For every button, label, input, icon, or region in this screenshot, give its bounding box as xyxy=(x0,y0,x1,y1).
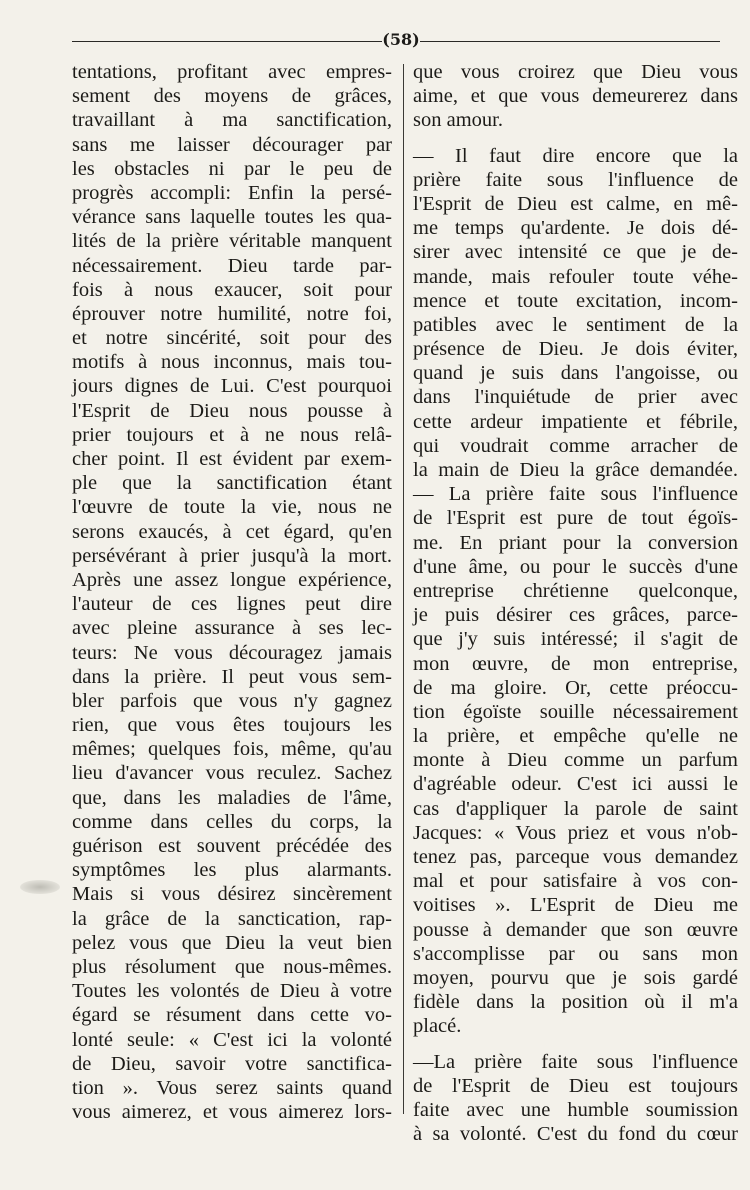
text-line: égard se résument dans cette vo- xyxy=(72,1004,392,1027)
text-line: motifs à nous inconnus, mais tou- xyxy=(72,351,392,374)
text-line: que vous croirez que Dieu vous xyxy=(413,61,738,83)
text-line: les obstacles ni par le peu de xyxy=(72,157,392,180)
left-column xyxy=(72,60,392,1124)
text-line: entreprise chrétienne quelconque, xyxy=(413,579,738,602)
text-line: la grâce de la sanctication, rap- xyxy=(72,907,392,930)
text-line: fidèle dans la position où il m'a xyxy=(413,991,738,1014)
text-line: que j'y suis intéressé; il s'agit de xyxy=(413,628,738,651)
text-line: guérison est souvent précédée des xyxy=(72,835,392,857)
text-line: comme dans celles du corps, la xyxy=(72,810,392,833)
text-line: — Il faut dire encore que la xyxy=(413,144,738,167)
paragraph-gap xyxy=(413,133,738,144)
text-line: qui voudrait comme arracher de xyxy=(413,434,738,457)
text-line: à sa volonté. C'est du fond du cœur xyxy=(413,1123,738,1146)
text-line: voitises ». L'Esprit de Dieu me xyxy=(413,894,738,917)
text-line: lonté seule: « C'est ici la volonté xyxy=(72,1028,392,1051)
text-line: serons exaucés, à cet égard, qu'en xyxy=(72,520,392,543)
text-line: éprouver notre humilité, notre foi, xyxy=(72,302,392,325)
text-line: progrès accompli: Enfin la persé- xyxy=(72,181,392,204)
text-line: dans la prière. Il peut vous sem- xyxy=(72,665,392,688)
text-line: prière faite sous l'influence de xyxy=(413,168,738,191)
text-line: cher point. Il est évident par exem- xyxy=(72,448,392,470)
text-line: teurs: Ne vous découragez jamais xyxy=(72,641,392,664)
text-line: mêmes; quelques fois, même, qu'au xyxy=(72,738,392,761)
text-line: —La prière faite sous l'influence xyxy=(413,1050,738,1073)
text-line: pelez vous que Dieu la veut bien xyxy=(72,931,392,954)
text-line: Mais si vous désirez sincèrement xyxy=(72,883,392,906)
text-line: lieu d'avancer vous reculez. Sachez xyxy=(72,762,392,785)
right-column xyxy=(413,60,738,1146)
column-divider xyxy=(403,64,404,1114)
header-rule-left xyxy=(72,41,382,42)
text-line: symptômes les plus alarmants. xyxy=(72,859,392,882)
text-line: Après une assez longue expérience, xyxy=(72,568,392,591)
paragraph-gap xyxy=(413,1039,738,1050)
text-line: mence et toute excitation, incom- xyxy=(413,289,738,312)
text-line: placé. xyxy=(413,1015,462,1038)
text-line: fois à nous exaucer, soit pour xyxy=(72,278,392,301)
text-line: sans me laisser décourager par xyxy=(72,133,392,156)
text-line: lités de la prière véritable manquent xyxy=(72,230,392,253)
text-line: la prière, et empêche qu'elle ne xyxy=(413,725,738,748)
text-line: Toutes les volontés de Dieu à votre xyxy=(72,980,392,1003)
text-line: pousse à demander que son œuvre xyxy=(413,918,738,941)
text-line: ple que la sanctification étant xyxy=(72,472,392,495)
page-number: (58) xyxy=(382,30,420,49)
text-line: aime, et que vous demeurerez dans xyxy=(413,85,738,108)
header-rule-right xyxy=(420,41,720,42)
text-line: d'une âme, ou pour le succès d'une xyxy=(413,555,738,578)
text-line: et notre sincérité, soit pour des xyxy=(72,327,392,350)
text-line: quand je suis dans l'angoisse, ou xyxy=(413,362,738,385)
text-line: me. En priant pour la conversion xyxy=(413,531,738,554)
text-line: avec pleine assurance à ses lec- xyxy=(72,617,392,640)
text-line: vous aimerez, et vous aimerez lors- xyxy=(72,1101,392,1124)
text-line: mon œuvre, de mon entreprise, xyxy=(413,652,738,675)
text-line: de l'Esprit est pure de tout égoïs- xyxy=(413,507,738,530)
text-line: moyen, pourvu que je sois gardé xyxy=(413,966,738,989)
text-line: présence de Dieu. Je dois éviter, xyxy=(413,338,738,361)
text-line: jours dignes de Lui. C'est pourquoi xyxy=(72,375,392,398)
text-line: — La prière faite sous l'influence xyxy=(413,483,738,506)
text-line: mal et pour satisfaire à vos con- xyxy=(413,870,738,893)
text-line: monte à Dieu comme un parfum xyxy=(413,749,738,772)
text-line: sement des moyens de grâces, xyxy=(72,85,392,108)
text-line: l'Esprit de Dieu est calme, en mê- xyxy=(413,192,738,215)
text-line: tion ». Vous serez saints quand xyxy=(72,1076,392,1099)
text-line: je puis désirer ces grâces, parce- xyxy=(413,604,738,627)
text-line: mande, mais refouler toute véhe- xyxy=(413,265,738,288)
text-line: prier toujours et à ne nous relâ- xyxy=(72,423,392,446)
text-line: de l'Esprit de Dieu est toujours xyxy=(413,1074,738,1097)
text-line: tentations, profitant avec empres- xyxy=(72,61,392,83)
text-line: rien, que vous êtes toujours les xyxy=(72,714,392,737)
text-line: Jacques: « Vous priez et vous n'ob- xyxy=(413,821,738,844)
text-line: patibles avec le sentiment de la xyxy=(413,313,738,336)
text-line: tion égoïste souille nécessairement xyxy=(413,700,738,723)
text-line: de ma gloire. Or, cette préoccu- xyxy=(413,676,738,699)
text-line: me temps qu'ardente. Je dois dé- xyxy=(413,217,738,240)
text-line: faite avec une humble soumission xyxy=(413,1098,738,1121)
text-line: s'accomplisse par ou sans mon xyxy=(413,942,738,965)
ink-smudge xyxy=(20,880,60,894)
text-line: vérance sans laquelle toutes les qua- xyxy=(72,206,392,229)
text-line: l'auteur de ces lignes peut dire xyxy=(72,593,392,616)
text-line: sirer avec intensité ce que je de- xyxy=(413,241,738,264)
text-line: plus résolument que nous-mêmes. xyxy=(72,955,392,978)
text-line: d'agréable odeur. C'est ici aussi le xyxy=(413,773,738,796)
text-line: tenez pas, parceque vous demandez xyxy=(413,846,738,868)
text-line: cette ardeur impatiente et fébrile, xyxy=(413,410,738,433)
text-line: l'Esprit de Dieu nous pousse à xyxy=(72,399,392,422)
text-line: la main de Dieu la grâce demandée. xyxy=(413,459,738,481)
text-line: que, dans les maladies de l'âme, xyxy=(72,786,392,809)
text-line: de Dieu, savoir votre sanctifica- xyxy=(72,1052,392,1075)
text-line: nécessairement. Dieu tarde par- xyxy=(72,254,392,277)
text-line: bler parfois que vous n'y gagnez xyxy=(72,689,392,712)
text-line: travaillant à ma sanctification, xyxy=(72,109,392,132)
text-line: son amour. xyxy=(413,109,503,132)
text-line: dans l'inquiétude de prier avec xyxy=(413,386,738,409)
text-line: l'œuvre de toute la vie, nous ne xyxy=(72,496,392,519)
text-line: persévérant à prier jusqu'à la mort. xyxy=(72,544,392,567)
text-line: cas d'appliquer la parole de saint xyxy=(413,797,738,820)
